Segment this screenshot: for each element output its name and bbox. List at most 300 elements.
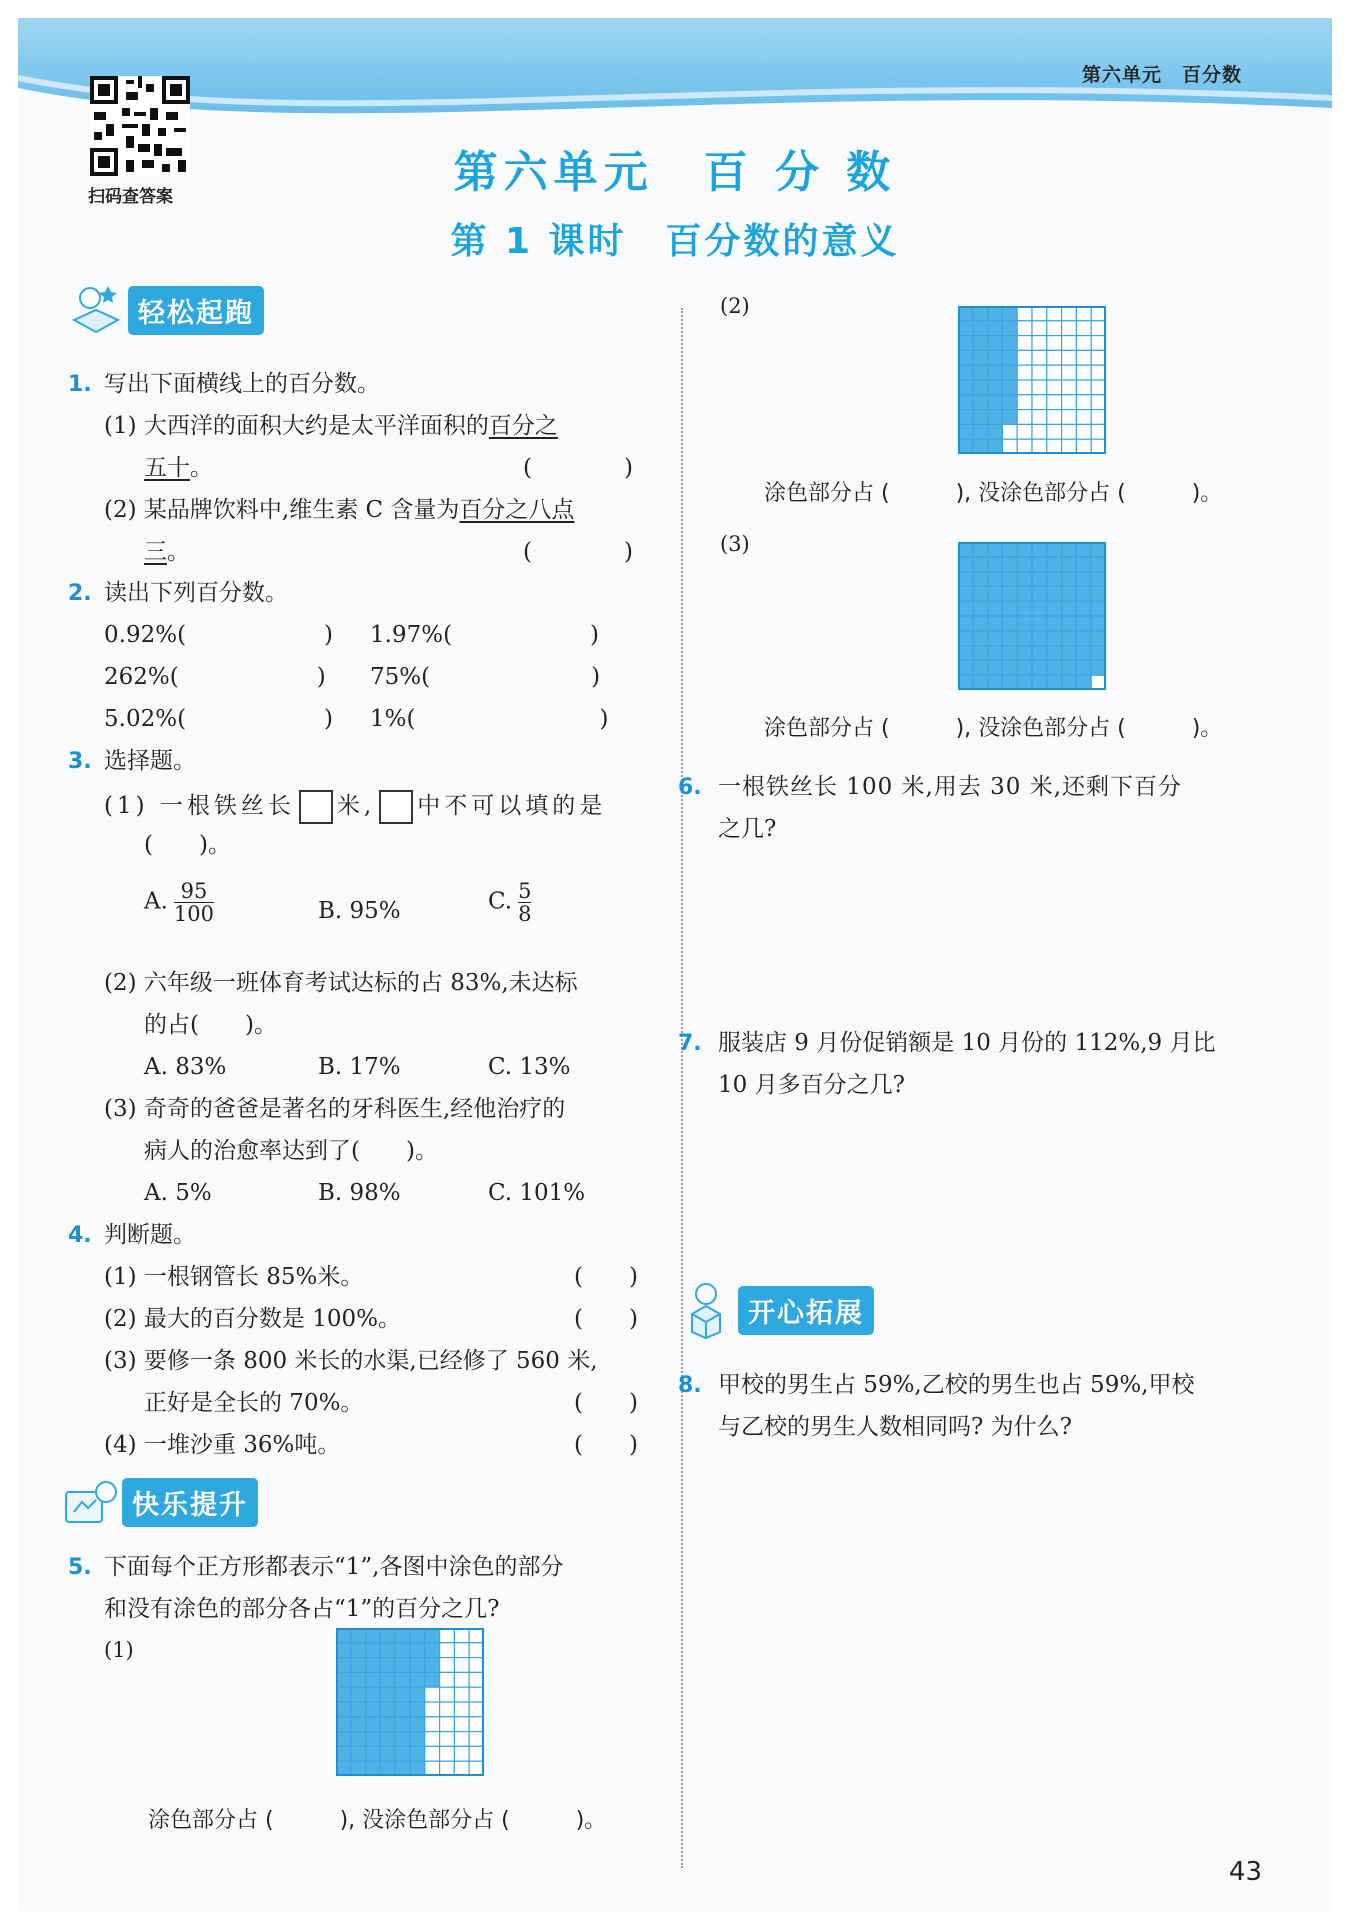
shaded-cell <box>958 336 973 351</box>
unshaded-cell <box>1032 350 1047 365</box>
shaded-cell <box>988 542 1003 557</box>
shaded-cell <box>366 1746 381 1761</box>
shaded-cell <box>380 1658 395 1673</box>
shaded-cell <box>973 336 988 351</box>
q8-number: 8. <box>678 1373 702 1398</box>
shaded-cell <box>1017 646 1032 661</box>
shaded-cell <box>973 365 988 380</box>
q3-stem: 选择题。 <box>104 748 196 774</box>
shaded-cell <box>380 1628 395 1643</box>
q4-item-2-blank[interactable]: ( ) <box>574 1306 638 1332</box>
shaded-cell <box>958 439 973 454</box>
unshaded-cell <box>1076 350 1091 365</box>
shaded-cell <box>395 1643 410 1658</box>
unshaded-cell <box>1047 365 1062 380</box>
shaded-cell <box>1091 572 1106 587</box>
q3-part3-option-c[interactable]: C. 101% <box>488 1180 586 1206</box>
unshaded-cell <box>454 1628 469 1643</box>
unshaded-cell <box>1091 380 1106 395</box>
shaded-cell <box>1047 572 1062 587</box>
q4-stem: 判断题。 <box>104 1222 196 1248</box>
shaded-cell <box>988 321 1003 336</box>
shaded-cell <box>1062 542 1077 557</box>
q1-number: 1. <box>68 372 92 397</box>
shaded-cell <box>1032 572 1047 587</box>
unshaded-cell <box>469 1672 484 1687</box>
shaded-cell <box>958 572 973 587</box>
shaded-cell <box>1047 542 1062 557</box>
unshaded-cell <box>1062 321 1077 336</box>
q2-item[interactable]: 262%( ) <box>104 664 326 690</box>
shaded-cell <box>1017 557 1032 572</box>
shaded-cell <box>366 1672 381 1687</box>
unshaded-cell <box>440 1746 455 1761</box>
shaded-cell <box>380 1717 395 1732</box>
shaded-cell <box>973 306 988 321</box>
shaded-cell <box>1062 675 1077 690</box>
shaded-cell <box>1002 365 1017 380</box>
shaded-cell <box>1017 572 1032 587</box>
unshaded-cell <box>1017 336 1032 351</box>
unshaded-cell <box>1062 395 1077 410</box>
q3-part1-line1: (1) 一根铁丝长 米, 中不可以填的是 <box>104 790 606 824</box>
shaded-cell <box>1076 646 1091 661</box>
shaded-cell <box>1076 572 1091 587</box>
unshaded-cell <box>1062 306 1077 321</box>
q4-item-4: (4) 一堆沙重 36%吨。 <box>104 1432 341 1458</box>
shaded-cell <box>380 1687 395 1702</box>
unshaded-cell <box>1076 424 1091 439</box>
shaded-cell <box>973 660 988 675</box>
q1-stem: 写出下面横线上的百分数。 <box>104 371 380 397</box>
shaded-cell <box>973 646 988 661</box>
shaded-cell <box>351 1628 366 1643</box>
shaded-cell <box>988 631 1003 646</box>
shaded-cell <box>1032 601 1047 616</box>
unshaded-cell <box>1091 350 1106 365</box>
shaded-cell <box>1062 616 1077 631</box>
q4-item-1-blank[interactable]: ( ) <box>574 1264 638 1290</box>
blank-box[interactable] <box>379 790 413 824</box>
shaded-cell <box>380 1672 395 1687</box>
unshaded-cell <box>1032 306 1047 321</box>
shaded-cell <box>1002 601 1017 616</box>
shaded-cell <box>380 1761 395 1776</box>
q5-label-1: (1) <box>104 1638 134 1662</box>
fraction: $\frac{5}{8}$ <box>518 879 532 927</box>
q2-item[interactable]: 1.97%( ) <box>370 622 600 648</box>
shaded-cell <box>380 1702 395 1717</box>
shaded-cell <box>336 1702 351 1717</box>
shaded-cell <box>973 586 988 601</box>
shaded-cell <box>1017 675 1032 690</box>
shaded-cell <box>1002 306 1017 321</box>
shaded-cell <box>1091 616 1106 631</box>
shaded-cell <box>958 660 973 675</box>
q1-part1-line1: (1) 大西洋的面积大约是太平洋面积的百分之 <box>104 413 558 439</box>
shaded-cell <box>336 1732 351 1747</box>
unshaded-cell <box>1017 380 1032 395</box>
shaded-cell <box>380 1746 395 1761</box>
unshaded-cell <box>454 1717 469 1732</box>
shaded-cell <box>1002 660 1017 675</box>
q4-item-3-line2: 正好是全长的 70%。 <box>144 1390 364 1416</box>
q5-2-answer[interactable]: 涂色部分占 ( ), 没涂色部分占 ( )。 <box>764 481 1223 506</box>
section-improve-label: 快乐提升 <box>122 1478 258 1527</box>
hundred-grid-2 <box>958 306 1106 454</box>
q2-item[interactable]: 5.02%( ) <box>104 706 334 732</box>
shaded-cell <box>366 1628 381 1643</box>
unshaded-cell <box>1076 336 1091 351</box>
shaded-cell <box>988 616 1003 631</box>
unshaded-cell <box>1032 424 1047 439</box>
shaded-cell <box>958 380 973 395</box>
q4-item-2: (2) 最大的百分数是 100%。 <box>104 1306 401 1332</box>
shaded-cell <box>351 1761 366 1776</box>
shaded-cell <box>1091 660 1106 675</box>
shaded-cell <box>1062 601 1077 616</box>
unshaded-cell <box>1062 424 1077 439</box>
unshaded-cell <box>1047 395 1062 410</box>
shaded-cell <box>1002 586 1017 601</box>
unshaded-cell <box>1062 439 1077 454</box>
shaded-cell <box>1062 631 1077 646</box>
q1-part2-answer-blank[interactable]: ( ) <box>523 539 633 565</box>
shaded-cell <box>1002 631 1017 646</box>
unshaded-cell <box>469 1687 484 1702</box>
shaded-cell <box>1047 660 1062 675</box>
shaded-cell <box>958 410 973 425</box>
shaded-cell <box>336 1672 351 1687</box>
unshaded-cell <box>440 1761 455 1776</box>
q3-number: 3. <box>68 749 92 774</box>
q1-part2-line1: (2) 某品牌饮料中,维生素 C 含量为百分之八点 <box>104 497 575 523</box>
kid-drawing-icon <box>62 1472 120 1532</box>
q5-3-answer[interactable]: 涂色部分占 ( ), 没涂色部分占 ( )。 <box>764 716 1223 741</box>
shaded-cell <box>395 1628 410 1643</box>
unshaded-cell <box>1047 321 1062 336</box>
unshaded-cell <box>454 1746 469 1761</box>
shaded-cell <box>1047 631 1062 646</box>
q6-line2: 之几? <box>718 816 777 842</box>
shaded-cell <box>1062 660 1077 675</box>
q3-part3-option-b[interactable]: B. 98% <box>318 1180 401 1206</box>
shaded-cell <box>988 572 1003 587</box>
q4-item-3-blank[interactable]: ( ) <box>574 1390 638 1416</box>
hundred-grid-3 <box>958 542 1106 690</box>
unshaded-cell <box>469 1732 484 1747</box>
unshaded-cell <box>1076 306 1091 321</box>
unshaded-cell <box>469 1628 484 1643</box>
q3-part2-line2: 的占( )。 <box>144 1012 277 1038</box>
unshaded-cell <box>1062 350 1077 365</box>
unshaded-cell <box>1047 410 1062 425</box>
unshaded-cell <box>1002 439 1017 454</box>
q4-item-4-blank[interactable]: ( ) <box>574 1432 638 1458</box>
unshaded-cell <box>469 1658 484 1673</box>
q3-part2-line1: (2) 六年级一班体育考试达标的占 83%,未达标 <box>104 970 578 996</box>
unshaded-cell <box>425 1702 440 1717</box>
shaded-cell <box>1032 631 1047 646</box>
shaded-cell <box>973 675 988 690</box>
shaded-cell <box>1002 542 1017 557</box>
shaded-cell <box>1047 557 1062 572</box>
shaded-cell <box>410 1628 425 1643</box>
shaded-cell <box>1062 572 1077 587</box>
shaded-cell <box>958 646 973 661</box>
q3-part3-line2: 病人的治愈率达到了( )。 <box>144 1138 438 1164</box>
unshaded-cell <box>1017 306 1032 321</box>
shaded-cell <box>1002 675 1017 690</box>
q6-number: 6. <box>678 775 702 800</box>
shaded-cell <box>410 1702 425 1717</box>
unshaded-cell <box>1047 439 1062 454</box>
shaded-cell <box>1002 321 1017 336</box>
unshaded-cell <box>1076 439 1091 454</box>
unshaded-cell <box>425 1717 440 1732</box>
shaded-cell <box>351 1672 366 1687</box>
q1-part2-line2: 三。 <box>144 539 190 565</box>
shaded-cell <box>1002 572 1017 587</box>
shaded-cell <box>1091 542 1106 557</box>
qr-caption: 扫码查答案 <box>88 187 173 207</box>
shaded-cell <box>410 1746 425 1761</box>
unshaded-cell <box>469 1717 484 1732</box>
shaded-cell <box>425 1643 440 1658</box>
q8-line1: 甲校的男生占 59%,乙校的男生也占 59%,甲校 <box>718 1372 1195 1398</box>
q1-part1-line2: 五十。 <box>144 455 213 481</box>
unshaded-cell <box>1091 439 1106 454</box>
shaded-cell <box>988 675 1003 690</box>
shaded-cell <box>973 380 988 395</box>
unshaded-cell <box>1062 365 1077 380</box>
shaded-cell <box>1076 616 1091 631</box>
unshaded-cell <box>1017 410 1032 425</box>
unshaded-cell <box>1002 424 1017 439</box>
workbook-page <box>18 18 1332 1911</box>
shaded-cell <box>1062 586 1077 601</box>
shaded-cell <box>1032 616 1047 631</box>
q5-label-2: (2) <box>720 294 750 318</box>
unshaded-cell <box>440 1643 455 1658</box>
q6-line1: 一根铁丝长 100 米,用去 30 米,还剩下百分 <box>718 774 1183 800</box>
shaded-cell <box>1017 631 1032 646</box>
q7-number: 7. <box>678 1031 702 1056</box>
shaded-cell <box>1032 675 1047 690</box>
unshaded-cell <box>469 1702 484 1717</box>
shaded-cell <box>988 336 1003 351</box>
shaded-cell <box>988 365 1003 380</box>
shaded-cell <box>973 410 988 425</box>
unshaded-cell <box>425 1746 440 1761</box>
shaded-cell <box>988 557 1003 572</box>
q5-number: 5. <box>68 1555 92 1580</box>
shaded-cell <box>336 1761 351 1776</box>
unshaded-cell <box>1076 321 1091 336</box>
section-extend <box>678 1280 874 1340</box>
unshaded-cell <box>469 1643 484 1658</box>
shaded-cell <box>336 1687 351 1702</box>
section-extend-label: 开心拓展 <box>738 1286 874 1335</box>
q3-part2-option-c[interactable]: C. 13% <box>488 1054 571 1080</box>
q5-stem-line1: 下面每个正方形都表示“1”,各图中涂色的部分 <box>104 1554 564 1580</box>
shaded-cell <box>958 586 973 601</box>
shaded-cell <box>395 1717 410 1732</box>
unshaded-cell <box>425 1761 440 1776</box>
unshaded-cell <box>440 1717 455 1732</box>
q7-line2: 10 月多百分之几? <box>718 1072 905 1098</box>
shaded-cell <box>1002 350 1017 365</box>
unshaded-cell <box>469 1746 484 1761</box>
shaded-cell <box>336 1658 351 1673</box>
shaded-cell <box>1002 336 1017 351</box>
unshaded-cell <box>440 1702 455 1717</box>
unshaded-cell <box>454 1658 469 1673</box>
shaded-cell <box>1032 646 1047 661</box>
q5-1-answer[interactable]: 涂色部分占 ( ), 没涂色部分占 ( )。 <box>148 1808 607 1833</box>
unshaded-cell <box>440 1628 455 1643</box>
shaded-cell <box>395 1658 410 1673</box>
shaded-cell <box>1002 646 1017 661</box>
q2-item[interactable]: 1%( ) <box>370 706 609 732</box>
shaded-cell <box>1091 631 1106 646</box>
q1-part1-answer-blank[interactable]: ( ) <box>523 455 633 481</box>
unshaded-cell <box>454 1672 469 1687</box>
shaded-cell <box>351 1687 366 1702</box>
unshaded-cell <box>1076 395 1091 410</box>
shaded-cell <box>410 1658 425 1673</box>
shaded-cell <box>1017 601 1032 616</box>
unshaded-cell <box>1091 336 1106 351</box>
unshaded-cell <box>1047 336 1062 351</box>
shaded-cell <box>366 1687 381 1702</box>
shaded-cell <box>1076 660 1091 675</box>
shaded-cell <box>973 542 988 557</box>
q3-part1-blank[interactable]: ( )。 <box>144 832 231 858</box>
section-improve <box>62 1472 258 1532</box>
q4-number: 4. <box>68 1223 92 1248</box>
shaded-cell <box>1076 557 1091 572</box>
shaded-cell <box>1017 542 1032 557</box>
unshaded-cell <box>1017 321 1032 336</box>
shaded-cell <box>380 1643 395 1658</box>
q2-stem: 读出下列百分数。 <box>104 580 288 606</box>
shaded-cell <box>958 631 973 646</box>
shaded-cell <box>1032 660 1047 675</box>
q7-line1: 服装店 9 月份促销额是 10 月份的 112%,9 月比 <box>718 1030 1216 1056</box>
shaded-cell <box>366 1732 381 1747</box>
shaded-cell <box>410 1717 425 1732</box>
shaded-cell <box>988 306 1003 321</box>
shaded-cell <box>380 1732 395 1747</box>
shaded-cell <box>395 1761 410 1776</box>
shaded-cell <box>351 1746 366 1761</box>
shaded-cell <box>958 601 973 616</box>
blank-box[interactable] <box>299 790 333 824</box>
shaded-cell <box>988 439 1003 454</box>
shaded-cell <box>1076 601 1091 616</box>
shaded-cell <box>336 1746 351 1761</box>
q3-part1-option-a[interactable]: A. $\frac{95}{100}$ <box>144 879 215 927</box>
shaded-cell <box>973 350 988 365</box>
q5-stem-line2: 和没有涂色的部分各占“1”的百分之几? <box>104 1596 500 1622</box>
shaded-cell <box>958 365 973 380</box>
q3-part2-option-a[interactable]: A. 83% <box>144 1054 227 1080</box>
unshaded-cell <box>1017 395 1032 410</box>
q3-part1-option-b[interactable]: B. 95% <box>318 898 401 924</box>
shaded-cell <box>1091 646 1106 661</box>
column-divider <box>681 308 683 1868</box>
unshaded-cell <box>1047 424 1062 439</box>
shaded-cell <box>410 1732 425 1747</box>
unshaded-cell <box>454 1687 469 1702</box>
unit-title: 第六单元 百 分 数 <box>453 147 897 198</box>
shaded-cell <box>366 1702 381 1717</box>
shaded-cell <box>351 1643 366 1658</box>
shaded-cell <box>425 1628 440 1643</box>
unshaded-cell <box>1076 365 1091 380</box>
shaded-cell <box>973 424 988 439</box>
shaded-cell <box>958 675 973 690</box>
hundred-grid-1 <box>336 1628 484 1776</box>
shaded-cell <box>973 572 988 587</box>
q4-item-1: (1) 一根钢管长 85%米。 <box>104 1264 364 1290</box>
unshaded-cell <box>425 1687 440 1702</box>
shaded-cell <box>988 395 1003 410</box>
q3-part3-option-a[interactable]: A. 5% <box>144 1180 212 1206</box>
shaded-cell <box>988 660 1003 675</box>
shaded-cell <box>958 395 973 410</box>
shaded-cell <box>336 1628 351 1643</box>
unshaded-cell <box>1091 306 1106 321</box>
q2-item[interactable]: 75%( ) <box>370 664 601 690</box>
lesson-title: 第 1 课时 百分数的意义 <box>450 221 900 262</box>
shaded-cell <box>958 321 973 336</box>
q3-part1-option-c[interactable]: C. $\frac{5}{8}$ <box>488 879 532 927</box>
shaded-cell <box>366 1761 381 1776</box>
shaded-cell <box>988 646 1003 661</box>
unshaded-cell <box>1017 424 1032 439</box>
fraction: $\frac{95}{100}$ <box>173 879 215 927</box>
unshaded-cell <box>1047 350 1062 365</box>
unshaded-cell <box>1047 380 1062 395</box>
unshaded-cell <box>1091 410 1106 425</box>
q2-number: 2. <box>68 581 92 606</box>
shaded-cell <box>1076 675 1091 690</box>
unshaded-cell <box>1032 321 1047 336</box>
unshaded-cell <box>440 1672 455 1687</box>
unshaded-cell <box>1091 395 1106 410</box>
shaded-cell <box>988 601 1003 616</box>
shaded-cell <box>1091 557 1106 572</box>
q2-item[interactable]: 0.92%( ) <box>104 622 334 648</box>
shaded-cell <box>366 1717 381 1732</box>
shaded-cell <box>336 1643 351 1658</box>
unshaded-cell <box>440 1687 455 1702</box>
shaded-cell <box>395 1702 410 1717</box>
shaded-cell <box>973 557 988 572</box>
shaded-cell <box>1091 586 1106 601</box>
unshaded-cell <box>1017 365 1032 380</box>
shaded-cell <box>1002 616 1017 631</box>
shaded-cell <box>395 1746 410 1761</box>
shaded-cell <box>351 1658 366 1673</box>
unshaded-cell <box>454 1702 469 1717</box>
q3-part2-option-b[interactable]: B. 17% <box>318 1054 401 1080</box>
shaded-cell <box>1017 616 1032 631</box>
shaded-cell <box>988 424 1003 439</box>
unshaded-cell <box>1091 675 1106 690</box>
